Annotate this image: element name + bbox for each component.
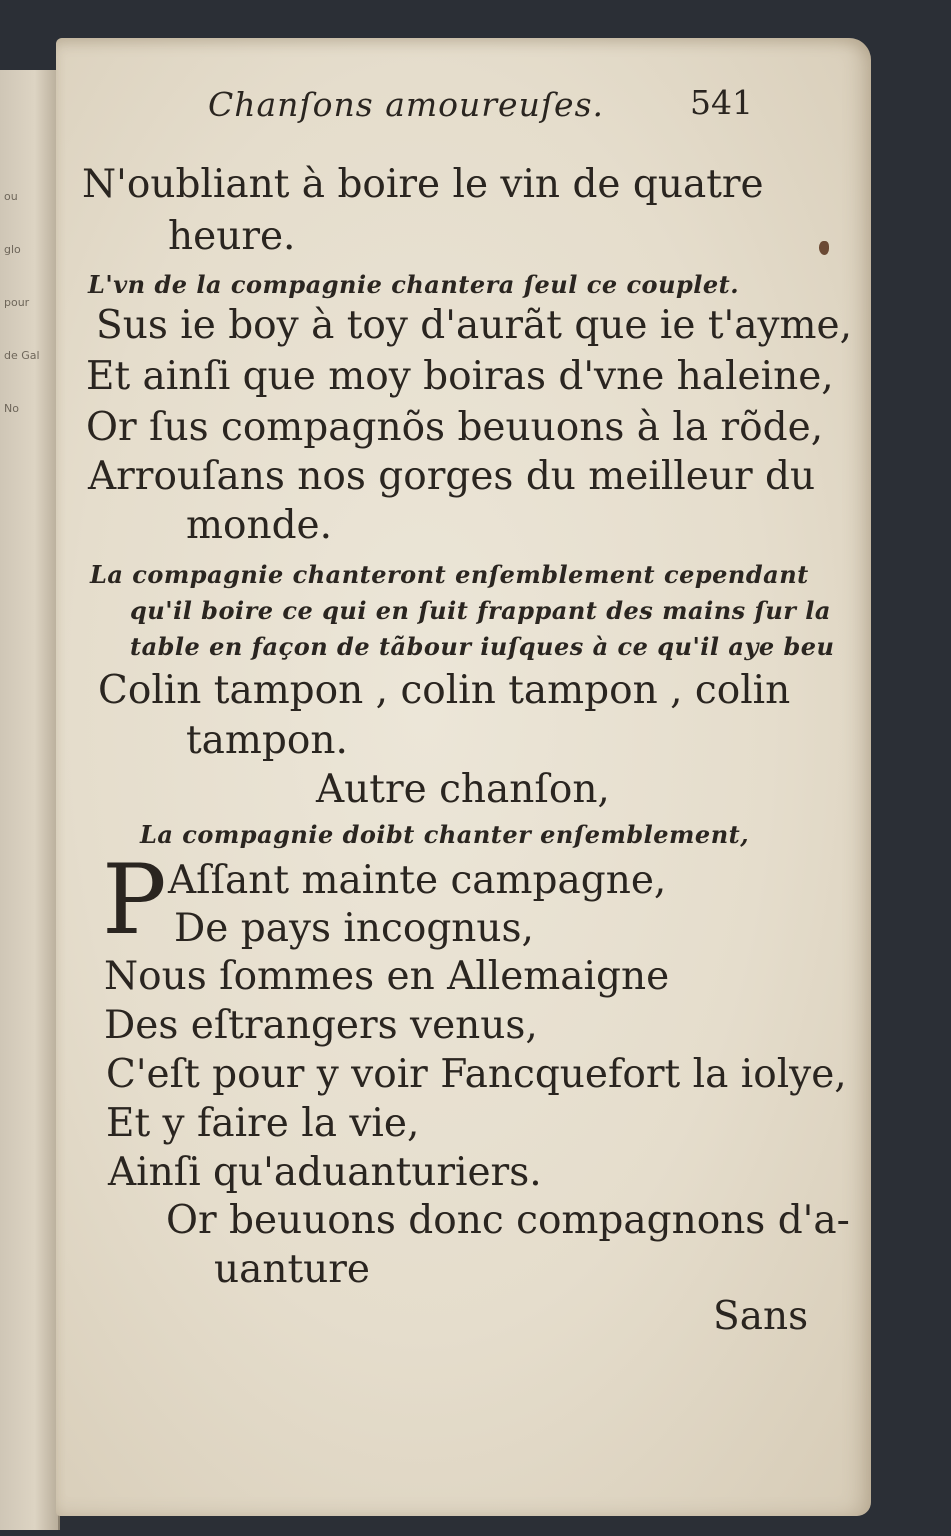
text-line: De pays incognus, xyxy=(174,906,534,951)
stage-direction: La compagnie doibt chanter enſemblement, xyxy=(140,820,750,849)
text-line: Sus ie boy à toy d'aurãt que ie t'ayme, xyxy=(96,303,852,348)
left-fragment: No xyxy=(4,402,19,415)
text-line: monde. xyxy=(186,503,333,548)
page-number: 541 xyxy=(690,83,753,122)
left-fragment: ou xyxy=(4,190,18,203)
text-line: heure. xyxy=(168,214,296,259)
text-line: Aſſant mainte campagne, xyxy=(168,858,667,903)
text-line: uanture xyxy=(214,1247,370,1292)
stage-direction: La compagnie chanteront enſemblement cependant xyxy=(90,560,809,589)
text-line: Or beuuons donc compagnons d'a- xyxy=(166,1198,850,1243)
text-line: tampon. xyxy=(186,718,348,763)
text-line: Des eſtrangers venus, xyxy=(104,1003,538,1048)
stage-direction: L'vn de la compagnie chantera ſeul ce couplet. xyxy=(88,270,740,299)
text-line: Arrouſans nos gorges du meilleur du xyxy=(88,454,816,499)
stage-direction: qu'il boire ce qui en ſuit frappant des mains ſur la xyxy=(130,596,831,625)
song-title: Autre chanſon, xyxy=(316,767,610,812)
left-fragment: pour xyxy=(4,296,30,309)
running-title: Chanſons amoureuſes. xyxy=(208,85,605,124)
catchword: Sans xyxy=(713,1294,809,1339)
left-fragment: glo xyxy=(4,243,21,256)
page-header xyxy=(150,83,753,135)
left-page-fragments xyxy=(4,190,52,455)
text-line: Colin tampon , colin tampon , colin xyxy=(98,668,791,713)
stage-direction: table en façon de tãbour iuſques à ce qu'il aye beu xyxy=(130,632,835,661)
text-line: Nous ſommes en Allemaigne xyxy=(104,954,670,999)
text-line: Et y faire la vie, xyxy=(106,1101,420,1146)
text-line: Ainſi qu'aduanturiers. xyxy=(108,1150,542,1195)
text-line: Et ainſi que moy boiras d'vne haleine, xyxy=(86,354,834,399)
left-page-edge xyxy=(0,70,60,1530)
text-line: Or ſus compagnõs beuuons à la rõde, xyxy=(86,405,824,450)
text-line: N'oubliant à boire le vin de quatre xyxy=(82,162,764,207)
drop-cap: P xyxy=(102,844,167,956)
left-fragment: de Gal xyxy=(4,349,40,362)
ink-spot xyxy=(819,241,829,255)
text-line: C'eſt pour y voir Fancquefort la iolye, xyxy=(106,1052,847,1097)
